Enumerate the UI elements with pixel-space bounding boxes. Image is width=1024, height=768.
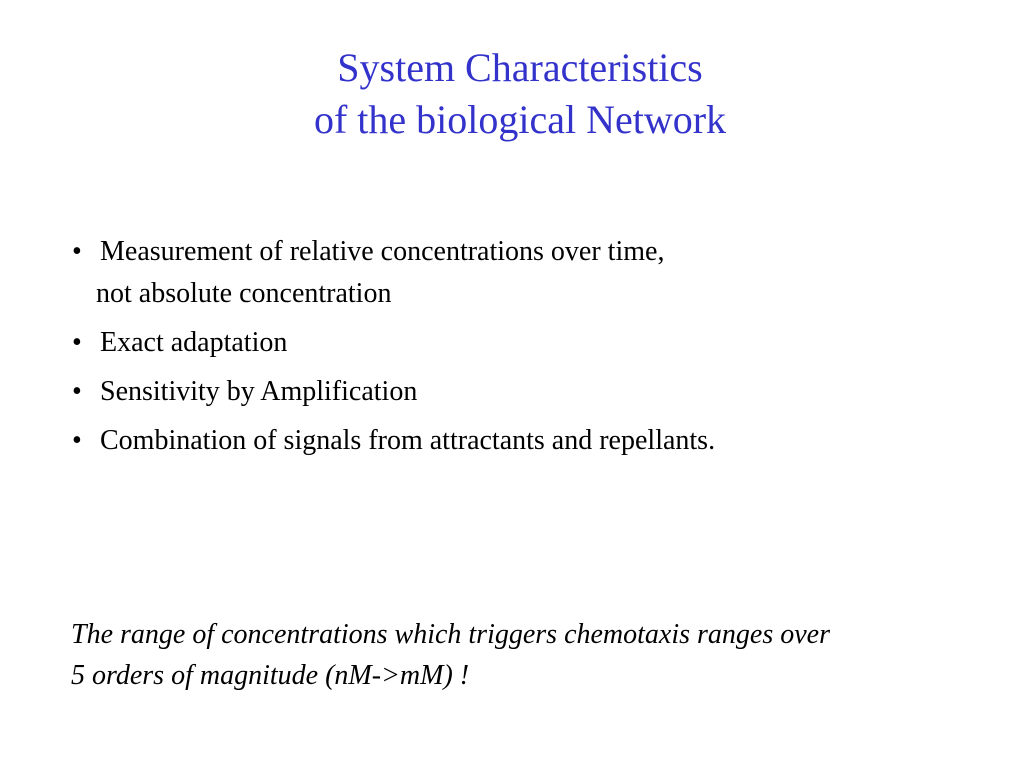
- bullet-text: Measurement of relative concentrations over time,: [100, 236, 665, 267]
- bullet-item: [72, 371, 972, 413]
- slide-title-line-1: System Characteristics: [337, 45, 703, 90]
- slide-title: [0, 42, 1024, 146]
- bullet-dot-icon: •: [72, 327, 82, 358]
- bullet-text: Exact adaptation: [100, 327, 288, 358]
- bullet-continuation-text: not absolute concentration: [96, 278, 392, 309]
- bullet-list: [72, 231, 972, 469]
- bullet-text: Sensitivity by Amplification: [100, 376, 418, 407]
- italic-note: [71, 614, 1011, 696]
- bullet-item: [72, 231, 972, 315]
- bullet-item: [72, 420, 972, 462]
- bullet-item: [72, 322, 972, 364]
- note-line-2: 5 orders of magnitude (nM->mM) !: [71, 660, 470, 691]
- bullet-dot-icon: •: [72, 376, 82, 407]
- slide-title-line-2: of the biological Network: [313, 97, 727, 142]
- bullet-dot-icon: •: [72, 425, 82, 456]
- bullet-text: Combination of signals from attractants and repellants.: [100, 425, 716, 456]
- note-line-1: The range of concentrations which triggers chemotaxis ranges over: [71, 619, 831, 650]
- bullet-dot-icon: •: [72, 236, 82, 267]
